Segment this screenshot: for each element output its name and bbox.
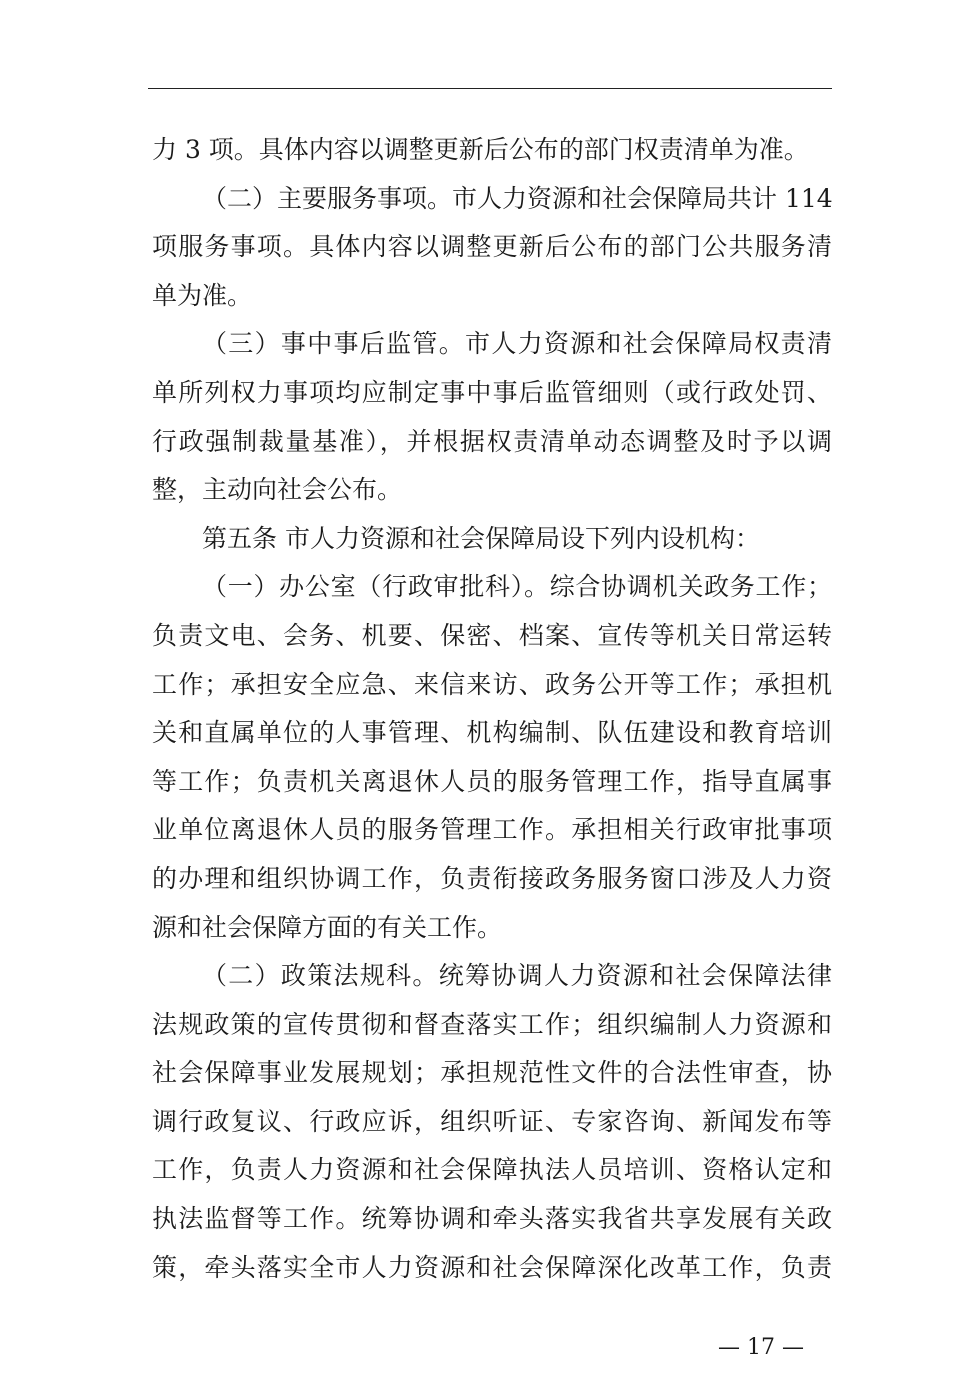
text-line: 执法监督等工作。统筹协调和牵头落实我省共享发展有关政 xyxy=(152,1204,832,1234)
text-line: 第五条 市人力资源和社会保障局设下列内设机构： xyxy=(202,523,760,553)
document-body xyxy=(152,126,832,1292)
text-line: 工作；承担安全应急、来信来访、政务公开等工作；承担机 xyxy=(152,669,832,699)
text-line: 工作，负责人力资源和社会保障执法人员培训、资格认定和 xyxy=(152,1155,832,1185)
article-five-heading xyxy=(152,515,832,564)
text-line: （三）事中事后监管。市人力资源和社会保障局权责清 xyxy=(202,329,832,359)
text-line: 整，主动向社会公布。 xyxy=(152,475,403,505)
header-rule xyxy=(148,88,832,89)
text-line: （二）主要服务事项。市人力资源和社会保障局共计 114 xyxy=(202,183,833,213)
paragraph-continuation xyxy=(152,126,832,175)
text-line: 法规政策的宣传贯彻和督查落实工作；组织编制人力资源和 xyxy=(152,1009,832,1039)
text-line: 关和直属单位的人事管理、机构编制、队伍建设和教育培训 xyxy=(152,718,832,748)
text-line: 项服务事项。具体内容以调整更新后公布的部门公共服务清 xyxy=(152,232,832,262)
text-line: 社会保障事业发展规划；承担规范性文件的合法性审查，协 xyxy=(152,1058,832,1088)
text-line: （二）政策法规科。统筹协调人力资源和社会保障法律 xyxy=(202,961,832,991)
text-line: 的办理和组织协调工作，负责衔接政务服务窗口涉及人力资 xyxy=(152,863,832,893)
text-line: 调行政复议、行政应诉，组织听证、专家咨询、新闻发布等 xyxy=(152,1106,832,1136)
page-number: — 17 — xyxy=(718,1335,804,1360)
text-line: 力 3 项。具体内容以调整更新后公布的部门权责清单为准。 xyxy=(152,135,809,164)
paragraph-policy-regulations xyxy=(152,952,832,1292)
text-line: 业单位离退休人员的服务管理工作。承担相关行政审批事项 xyxy=(152,815,832,845)
text-line: 策，牵头落实全市人力资源和社会保障深化改革工作，负责 xyxy=(152,1252,832,1282)
paragraph-supervision xyxy=(152,320,832,514)
text-line: 行政强制裁量基准），并根据权责清单动态调整及时予以调 xyxy=(152,426,832,456)
text-line: 源和社会保障方面的有关工作。 xyxy=(152,912,503,942)
paragraph-general-office xyxy=(152,563,832,952)
text-line: 单所列权力事项均应制定事中事后监管细则（或行政处罚、 xyxy=(152,377,832,407)
paragraph-main-services xyxy=(152,175,832,321)
text-line: （一）办公室（行政审批科）。综合协调机关政务工作； xyxy=(202,572,832,602)
text-line: 负责文电、会务、机要、保密、档案、宣传等机关日常运转 xyxy=(152,620,832,650)
text-line: 等工作；负责机关离退休人员的服务管理工作，指导直属事 xyxy=(152,766,832,796)
text-line: 单为准。 xyxy=(152,280,253,310)
